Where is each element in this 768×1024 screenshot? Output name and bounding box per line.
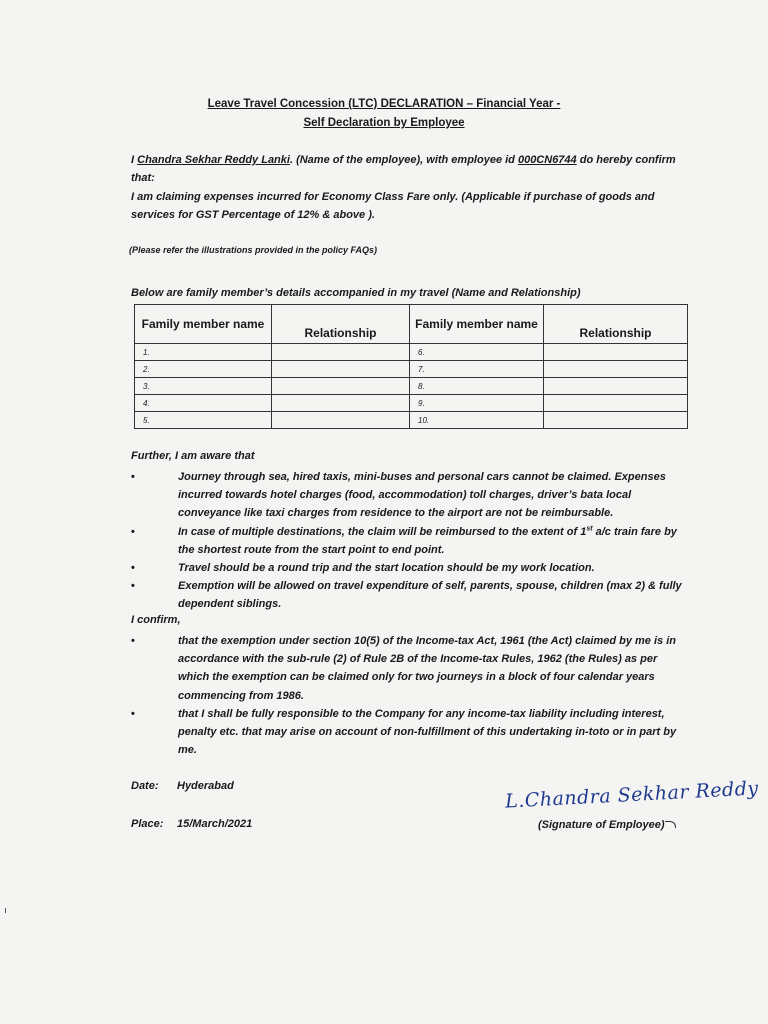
- confirm-heading: I confirm,: [131, 614, 181, 626]
- date-label: Date:: [131, 780, 159, 792]
- aware-item-text: Exemption will be allowed on travel expenditure of self, parents, spouse, children (max 2) & fully dependent siblings.: [178, 580, 682, 611]
- aware-item-4: [131, 577, 691, 613]
- signature-caption-row: [538, 819, 676, 831]
- aware-list: [131, 468, 691, 614]
- relationship-cell[interactable]: [544, 361, 688, 378]
- signature-caption: (Signature of Employee): [538, 819, 665, 831]
- relationship-cell[interactable]: [544, 395, 688, 412]
- aware-item-2: [131, 523, 691, 559]
- superscript-st: st: [586, 524, 593, 532]
- date-row: [131, 780, 234, 792]
- bullet-icon: •: [131, 580, 135, 593]
- table-header-row: [135, 305, 688, 344]
- bullet-icon: •: [131, 635, 135, 647]
- table-row: [135, 378, 688, 395]
- member-name-cell[interactable]: 4.: [135, 395, 272, 412]
- aware-item-text-post: a/c train fare by the shortest route from the start point to end point.: [178, 525, 677, 556]
- place-row: [131, 818, 252, 830]
- header-family-member-name-1: Family member name: [135, 305, 272, 344]
- relationship-cell[interactable]: [544, 344, 688, 361]
- member-name-cell[interactable]: 9.: [410, 395, 544, 412]
- header-relationship-1: Relationship: [272, 305, 410, 344]
- aware-item-text: Journey through sea, hired taxis, mini-buses and personal cars cannot be claimed. Expenses incurred towards hotel charges (food, accommodation) toll charges, driver’s bata local conveyance like taxi charges from residence to the airport are not be reimbursable.: [178, 471, 666, 520]
- confirm-item-1: [131, 632, 691, 705]
- document-subtitle: Self Declaration by Employee: [303, 117, 465, 129]
- relationship-cell[interactable]: [272, 378, 410, 395]
- table-row: [135, 361, 688, 378]
- intro-suffix: do hereby confirm: [576, 154, 676, 166]
- employee-name: Chandra Sekhar Reddy Lanki: [137, 154, 290, 166]
- aware-heading: Further, I am aware that: [131, 450, 255, 462]
- handwritten-signature: L.Chandra Sekhar Reddy: [504, 777, 760, 813]
- document-title: Leave Travel Concession (LTC) DECLARATION – Financial Year -: [207, 98, 561, 110]
- scan-speck: [5, 908, 6, 913]
- signature-flourish-icon: [665, 821, 676, 828]
- member-name-cell[interactable]: 2.: [135, 361, 272, 378]
- member-name-cell[interactable]: 8.: [410, 378, 544, 395]
- intro-line-1: [131, 151, 691, 170]
- intro-line-3: I am claiming expenses incurred for Economy Class Fare only. (Applicable if purchase of goods and: [131, 191, 655, 203]
- member-name-cell[interactable]: 5.: [135, 412, 272, 429]
- bullet-icon: •: [131, 707, 135, 720]
- confirm-item-2: [131, 705, 691, 760]
- header-family-member-name-2: Family member name: [410, 305, 544, 344]
- place-label: Place:: [131, 818, 164, 830]
- relationship-cell[interactable]: [544, 378, 688, 395]
- family-members-table: [134, 304, 688, 429]
- relationship-cell[interactable]: [272, 361, 410, 378]
- table-row: [135, 395, 688, 412]
- aware-item-3: [131, 559, 691, 577]
- member-name-cell[interactable]: 1.: [135, 344, 272, 361]
- confirm-list: [131, 632, 691, 759]
- bullet-icon: •: [131, 471, 135, 483]
- intro-prefix: I: [131, 154, 138, 166]
- aware-item-text: Travel should be a round trip and the start location should be my work location.: [178, 562, 595, 575]
- table-row: [135, 344, 688, 361]
- policy-note: (Please refer the illustrations provided in the policy FAQs): [129, 245, 378, 255]
- table-row: [135, 412, 688, 429]
- intro-mid: . (Name of the employee), with employee id: [289, 154, 518, 166]
- member-name-cell[interactable]: 10.: [410, 412, 544, 429]
- confirm-item-text: that I shall be fully responsible to the Company for any income-tax liability including interest, penalty etc. that may arise on account of non-fulfillment of this undertaking in-toto or in part by me.: [178, 707, 677, 757]
- place-value: 15/March/2021: [177, 818, 253, 830]
- bullet-icon: •: [131, 562, 135, 575]
- employee-id: 000CN6744: [517, 154, 577, 166]
- intro-line-2: that:: [131, 172, 155, 184]
- date-value: Hyderabad: [177, 780, 234, 792]
- aware-item-1: [131, 468, 691, 523]
- confirm-item-text: that the exemption under section 10(5) of the Income-tax Act, 1961 (the Act) claimed by me is in accordance with the sub-rule (2) of Rule 2B of the Income-tax Rules, 1962 (the Rules) as per which the exemption can be claimed only for two journeys in a block of four calendar years commencing from 1986.: [178, 635, 676, 702]
- member-name-cell[interactable]: 6.: [410, 344, 544, 361]
- family-table-caption: Below are family member’s details accompanied in my travel (Name and Relationship): [131, 287, 581, 299]
- aware-item-text-pre: In case of multiple destinations, the claim will be reimbursed to the extent of 1: [178, 525, 587, 538]
- relationship-cell[interactable]: [272, 412, 410, 429]
- relationship-cell[interactable]: [272, 344, 410, 361]
- member-name-cell[interactable]: 7.: [410, 361, 544, 378]
- relationship-cell[interactable]: [272, 395, 410, 412]
- bullet-icon: •: [131, 525, 135, 538]
- intro-line-4: services for GST Percentage of 12% & above ).: [131, 209, 375, 221]
- member-name-cell[interactable]: 3.: [135, 378, 272, 395]
- relationship-cell[interactable]: [544, 412, 688, 429]
- header-relationship-2: Relationship: [544, 305, 688, 344]
